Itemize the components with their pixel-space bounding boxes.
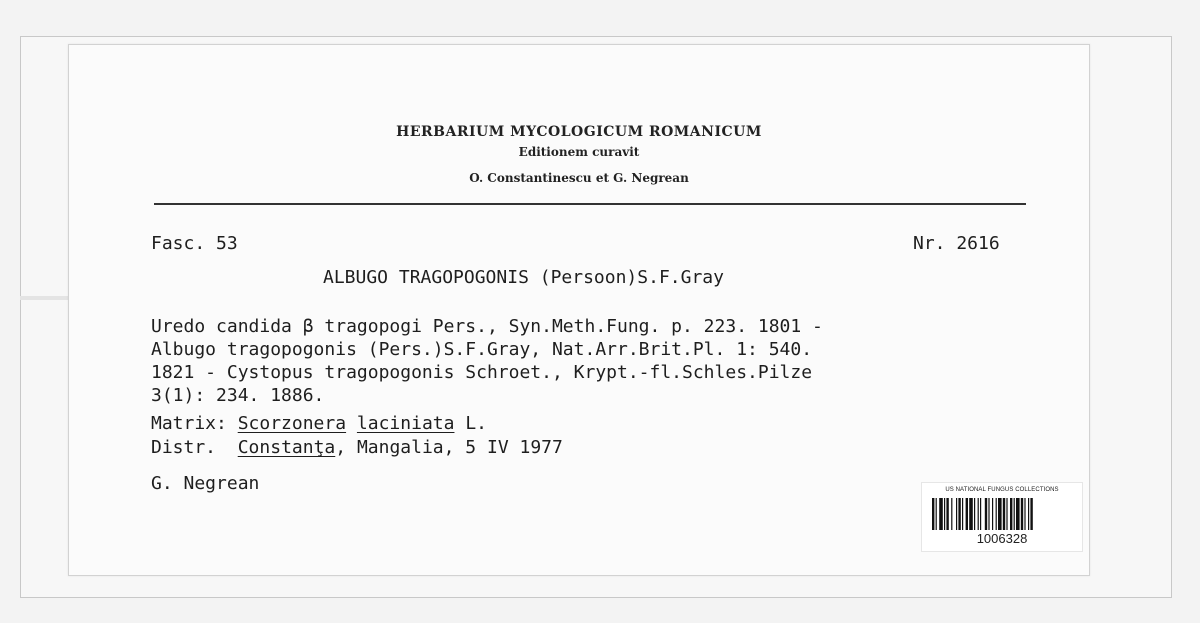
distr-label: Distr. xyxy=(151,437,217,458)
barcode-number: 1006328 xyxy=(976,531,1028,546)
header-rule xyxy=(154,203,1026,205)
synonymy-line: 1821 - Cystopus tragopogonis Schroet., Krypt.-fl.Schles.Pilze xyxy=(151,362,813,383)
barcode-sticker xyxy=(921,482,1083,552)
synonymy-line: 3(1): 234. 1886. xyxy=(151,385,325,406)
matrix-row xyxy=(151,413,487,434)
barcode-icon xyxy=(932,498,1072,530)
distr-details: , Mangalia, 5 IV 1977 xyxy=(335,437,563,458)
distribution-row xyxy=(151,437,563,458)
specimen-number: Nr. 2616 xyxy=(913,233,1000,254)
herbarium-editors: O. Constantinescu et G. Negrean xyxy=(469,171,689,185)
synonymy-line: Uredo candida β tragopogi Pers., Syn.Meth.Fung. p. 223. 1801 - xyxy=(151,316,823,337)
collector-name: G. Negrean xyxy=(151,473,260,494)
matrix-author: L. xyxy=(465,413,487,434)
matrix-label: Matrix: xyxy=(151,413,227,434)
barcode-institution: US NATIONAL FUNGUS COLLECTIONS xyxy=(945,487,1059,493)
specimen-label xyxy=(68,44,1090,576)
matrix-genus: Scorzonera xyxy=(237,413,347,434)
fascicle-number: Fasc. 53 xyxy=(151,233,238,254)
herbarium-title: HERBARIUM MYCOLOGICUM ROMANICUM xyxy=(396,124,762,140)
distr-place: Constanţa xyxy=(237,437,336,458)
herbarium-subtitle: Editionem curavit xyxy=(518,145,640,159)
species-name: ALBUGO TRAGOPOGONIS (Persoon)S.F.Gray xyxy=(323,267,724,288)
matrix-species: laciniata xyxy=(356,413,455,434)
synonymy-block xyxy=(151,315,823,407)
synonymy-line: Albugo tragopogonis (Pers.)S.F.Gray, Nat.Arr.Brit.Pl. 1: 540. xyxy=(151,339,813,360)
